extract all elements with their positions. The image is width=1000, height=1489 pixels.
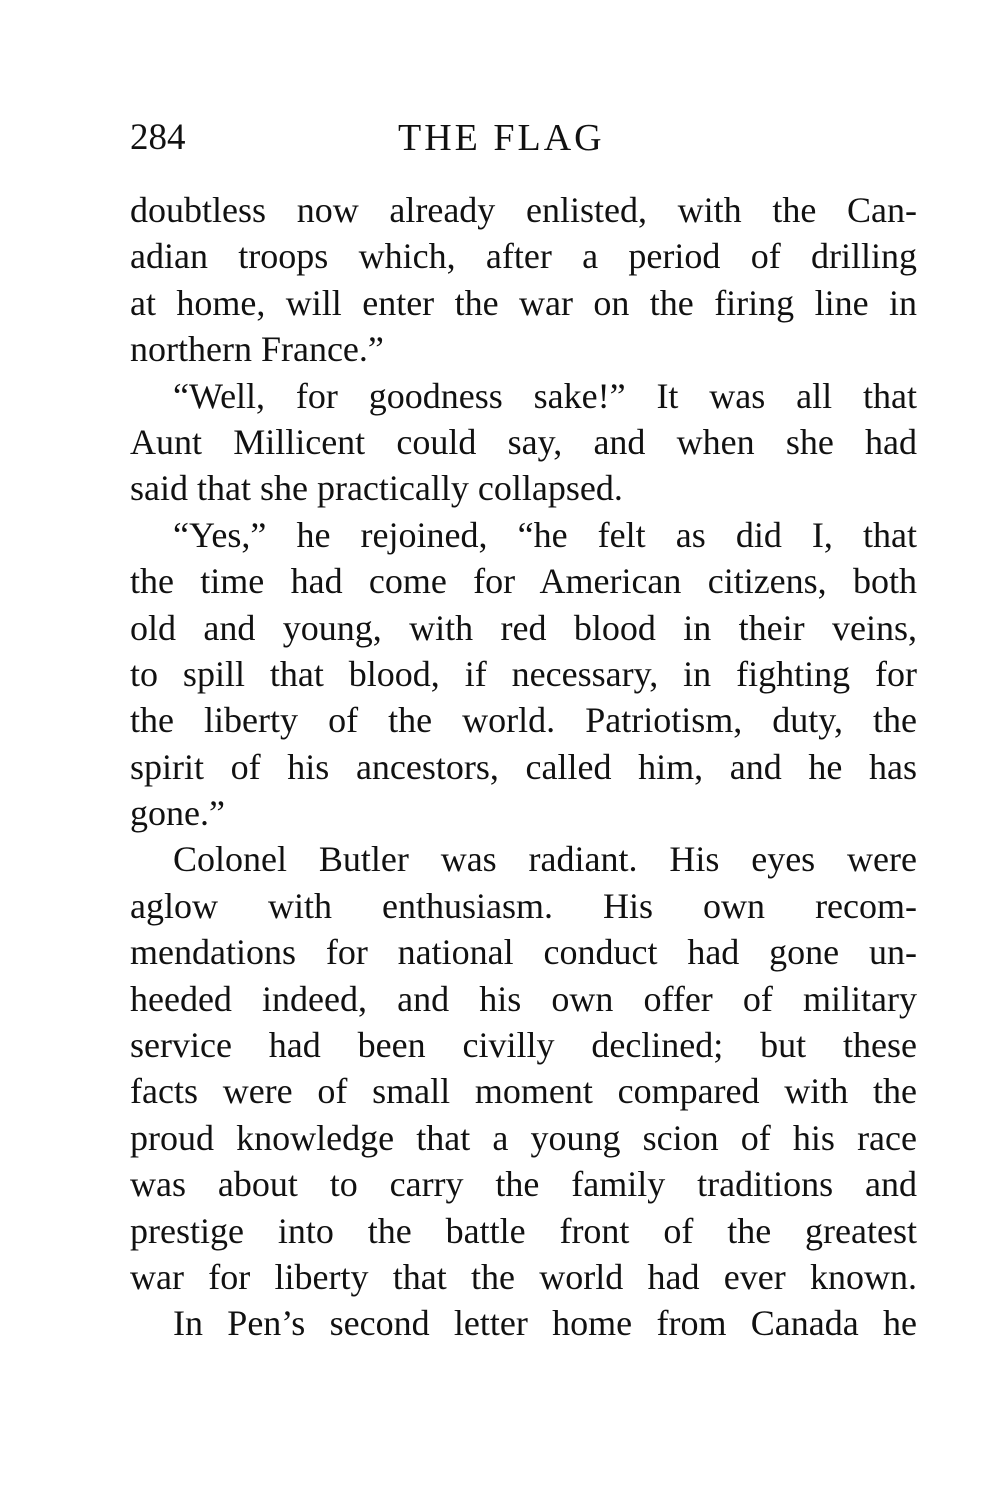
text-line: gone.” [130, 793, 225, 834]
page-header [130, 113, 917, 163]
text-line: heeded indeed, and his own offer of military [130, 978, 917, 1019]
text-line: “Yes,” he rejoined, “he felt as did I, that [173, 514, 917, 555]
text-line: “Well, for goodness sake!” It was all that [173, 375, 917, 416]
text-line: prestige into the battle front of the greatest [130, 1210, 917, 1251]
text-line: old and young, with red blood in their veins, [130, 607, 917, 648]
text-line: the time had come for American citizens, both [130, 561, 917, 602]
text-line: spirit of his ancestors, called him, and he has [130, 746, 917, 787]
text-line: service had been civilly declined; but these [130, 1025, 917, 1066]
text-line: northern France.” [130, 329, 384, 370]
text-line: proud knowledge that a young scion of his race [130, 1117, 917, 1158]
text-line: mendations for national conduct had gone un- [130, 932, 917, 973]
text-line: facts were of small moment compared with the [130, 1071, 917, 1112]
text-line: Colonel Butler was radiant. His eyes were [173, 839, 917, 880]
running-title: THE FLAG [398, 117, 605, 159]
body-text [130, 187, 917, 1347]
text-line: aglow with enthusiasm. His own recom- [130, 885, 917, 926]
text-line: war for liberty that the world had ever known. [130, 1256, 917, 1297]
text-line: said that she practically collapsed. [130, 468, 623, 509]
page-number: 284 [130, 117, 186, 158]
text-line: the liberty of the world. Patriotism, duty, the [130, 700, 917, 741]
text-line: doubtless now already enlisted, with the Can- [130, 190, 917, 230]
text-line: adian troops which, after a period of drilling [130, 236, 917, 277]
text-line: at home, will enter the war on the firing line in [130, 282, 917, 323]
text-line: Aunt Millicent could say, and when she had [130, 421, 917, 462]
text-line: to spill that blood, if necessary, in fighting for [130, 653, 917, 694]
text-line: In Pen’s second letter home from Canada he [173, 1303, 917, 1344]
text-line: was about to carry the family traditions and [130, 1164, 917, 1205]
